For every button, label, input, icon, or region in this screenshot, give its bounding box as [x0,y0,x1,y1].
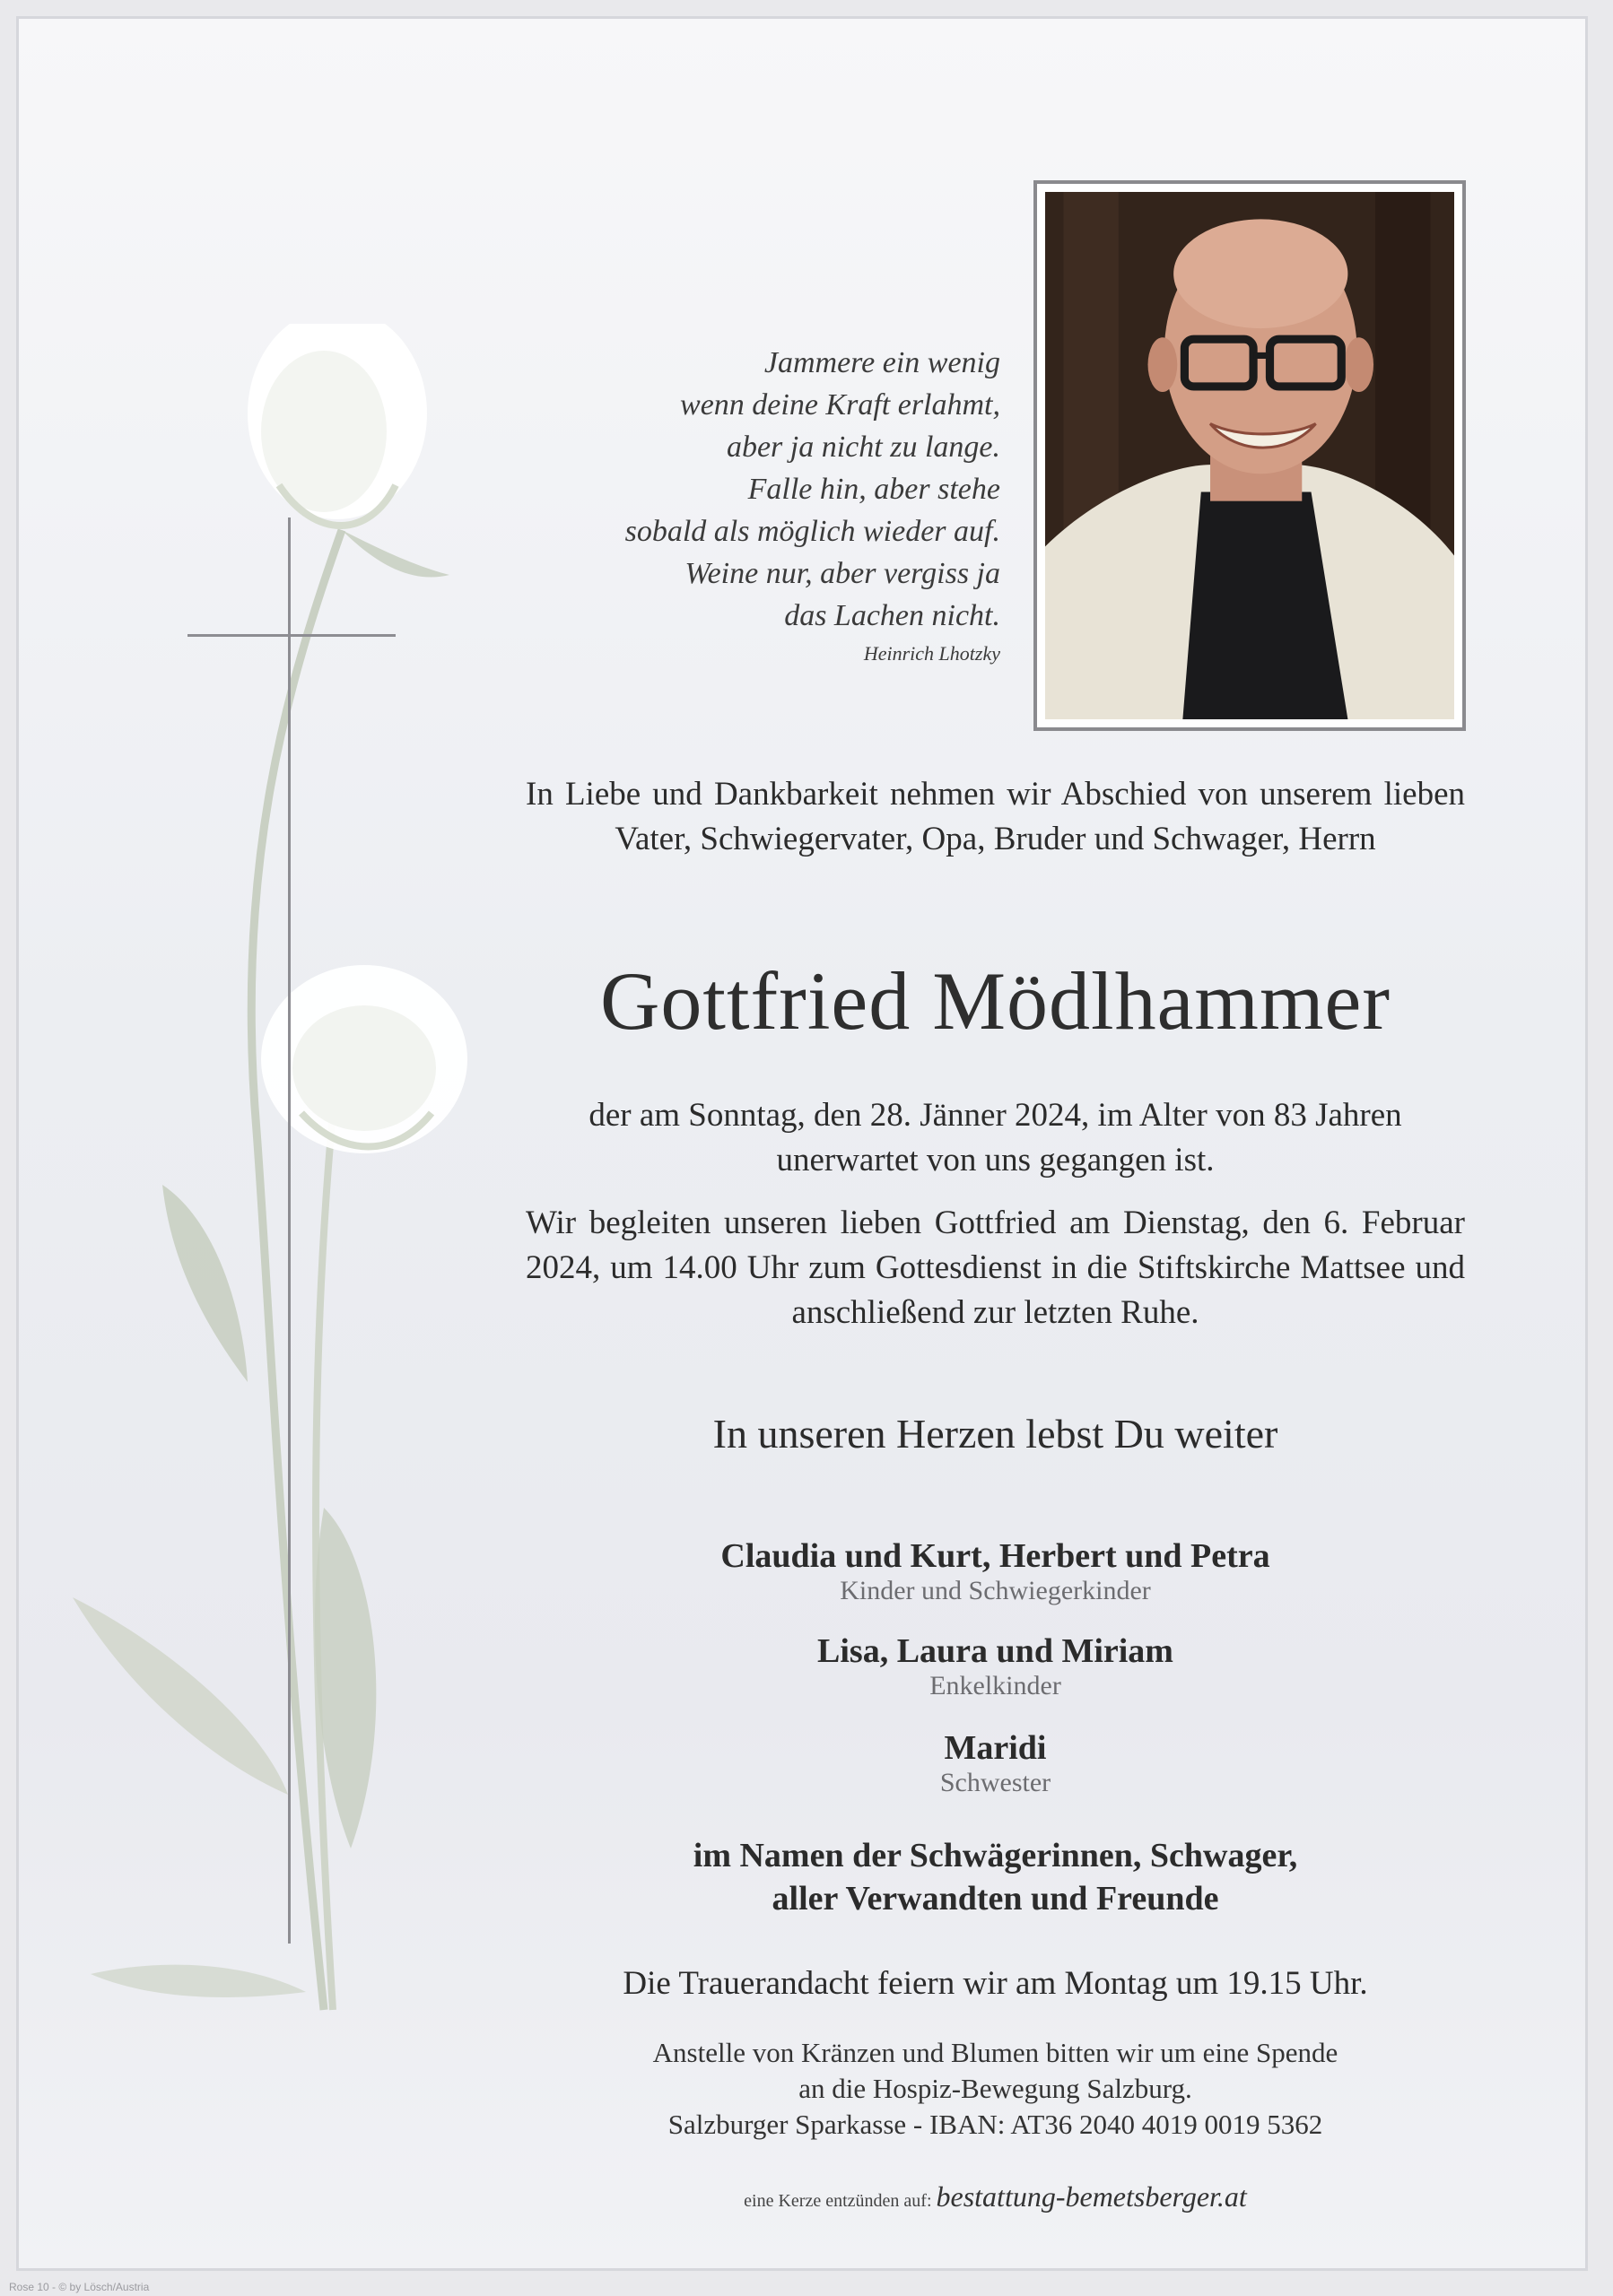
poem-quote [521,342,1000,667]
death-notice: der am Sonntag, den 28. Jänner 2024, im Alter von 83 Jahren unerwartet von uns gegangen ist. [589,1097,1402,1178]
quote-line: Jammere ein wenig [763,346,1000,379]
portrait-illustration [1045,192,1454,719]
donation-iban: Salzburger Sparkasse - IBAN: AT36 2040 4019 0019 5362 [667,2109,1323,2140]
family-names: Lisa, Laura und Miriam [817,1632,1173,1670]
quote-line: Falle hin, aber stehe [747,473,1000,506]
cross-vertical-bar [288,517,291,1944]
on-behalf-text [526,1834,1465,1920]
quote-line: das Lachen nicht. [784,599,1000,632]
family-names: Maridi [944,1729,1047,1767]
portrait-frame [1033,180,1466,731]
family-group [526,1631,1465,1701]
quote-line: Weine nur, aber vergiss ja [684,557,1000,590]
candle-link-line [526,2179,1465,2219]
funeral-home-link[interactable]: bestattung-bemetsberger.at [936,2180,1247,2213]
obituary-card [16,16,1588,2271]
family-group [526,1728,1465,1798]
motto: In unseren Herzen lebst Du weiter [712,1411,1278,1457]
family-role: Schwester [939,1768,1051,1797]
family-names: Claudia und Kurt, Herbert und Petra [720,1537,1270,1575]
on-behalf-line: im Namen der Schwägerinnen, Schwager, [693,1837,1298,1874]
cross-horizontal-bar [187,634,396,637]
portrait-photo [1045,192,1454,719]
white-roses-decoration [55,324,485,2028]
candle-prefix: eine Kerze entzünden auf: [744,2191,932,2211]
family-group [526,1536,1465,1606]
on-behalf-line: aller Verwandten und Freunde [772,1880,1219,1918]
family-role: Enkelkinder [929,1671,1061,1700]
intro-text: In Liebe und Dankbarkeit nehmen wir Abschied von unserem lieben Vater, Schwiegervater, Opa, Bruder und Schwager, Herrn [526,776,1465,857]
donation-line: an die Hospiz-Bewegung Salzburg. [798,2073,1192,2104]
quote-line: sobald als möglich wieder auf. [624,515,1000,548]
quote-author: Heinrich Lhotzky [863,642,1000,665]
donation-request [526,2035,1465,2143]
quote-line: aber ja nicht zu lange. [726,430,1000,464]
donation-line: Anstelle von Kränzen und Blumen bitten wir um eine Spende [652,2037,1338,2068]
prayer-service-notice: Die Trauerandacht feiern wir am Montag um 19.15 Uhr. [623,1965,1368,2002]
family-role: Kinder und Schwiegerkinder [840,1576,1151,1605]
deceased-name: Gottfried Mödlhammer [599,955,1391,1047]
quote-line: wenn deine Kraft erlahmt, [680,388,1000,422]
funeral-notice: Wir begleiten unseren lieben Gottfried am Dienstag, den 6. Februar 2024, um 14.00 Uhr zum Gottesdienst in die Stiftskirche Mattsee und anschließend zur letzten Ruhe. [526,1205,1465,1331]
image-credit: Rose 10 - © by Lösch/Austria [9,2281,150,2293]
